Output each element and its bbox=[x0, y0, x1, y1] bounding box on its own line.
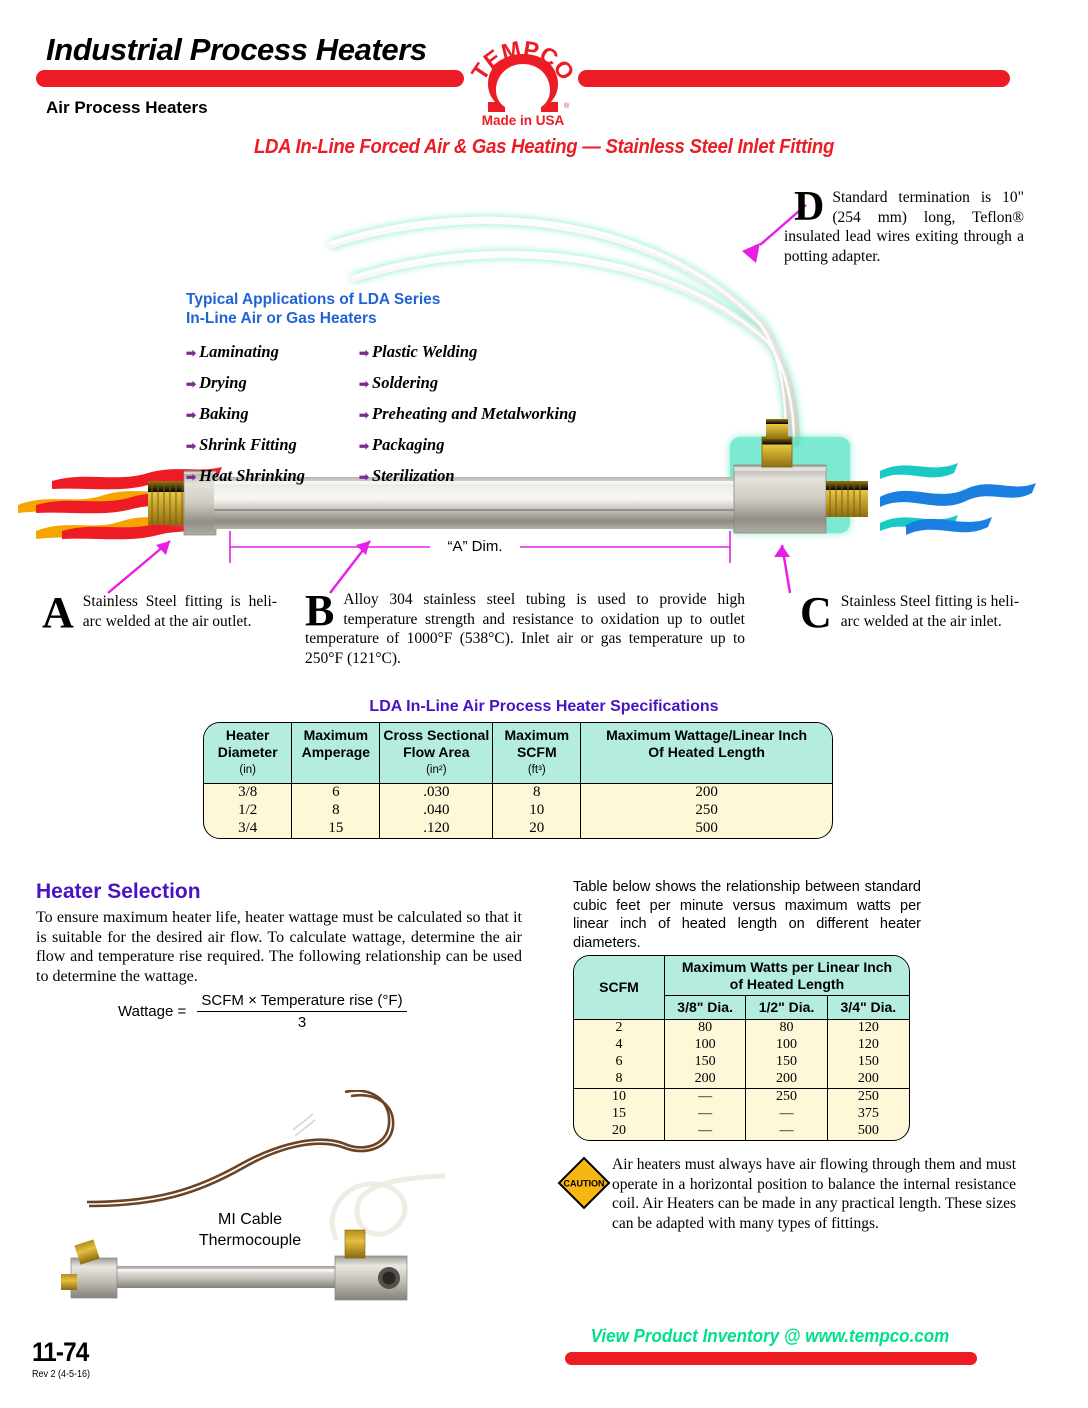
arrow-bullet-icon: ➡ bbox=[186, 438, 195, 453]
watts-table-header-row bbox=[574, 956, 909, 996]
cell-watts-34: 120 bbox=[857, 1020, 879, 1035]
table-row bbox=[574, 1071, 909, 1089]
formula-lhs: Wattage = bbox=[118, 1003, 187, 1020]
application-label: Laminating bbox=[199, 341, 279, 361]
callout-a bbox=[42, 588, 277, 637]
cell-amperage: 8 bbox=[292, 802, 380, 820]
heater-body-tube bbox=[71, 1256, 407, 1300]
list-item bbox=[186, 460, 577, 491]
arrow-bullet-icon: ➡ bbox=[186, 376, 195, 391]
logo-registered-mark: ® bbox=[564, 103, 570, 110]
footer-rule bbox=[565, 1352, 977, 1365]
cell-watts-38: — bbox=[664, 1106, 745, 1123]
cell-watts-12: — bbox=[746, 1123, 827, 1140]
heater-selection-title: Heater Selection bbox=[36, 880, 201, 903]
thermocouple-bare-wire bbox=[293, 1114, 315, 1136]
callout-d-text: Standard termination is 10" (254 mm) long, Teflon® insulated lead wires exiting through a potting adapter. bbox=[784, 189, 1024, 265]
table-row bbox=[574, 1088, 909, 1106]
cell-watts-38: 80 bbox=[664, 1019, 745, 1037]
application-label: Baking bbox=[199, 403, 249, 423]
inventory-link[interactable]: View Product Inventory @ www.tempco.com bbox=[590, 1325, 950, 1346]
cell-scfm: 4 bbox=[574, 1037, 664, 1054]
cell-wattage: 500 bbox=[695, 820, 718, 836]
cell-watts-34: 200 bbox=[857, 1071, 879, 1086]
cell-diameter: 3/4 bbox=[204, 820, 292, 838]
application-label: Preheating and Metalworking bbox=[372, 403, 577, 423]
tempco-logo bbox=[464, 38, 582, 128]
watts-group-header: Maximum Watts per Linear Inch of Heated Length bbox=[664, 956, 909, 996]
list-item bbox=[186, 398, 577, 429]
spec-col-flow-area: Cross Sectional Flow Area (in²) bbox=[380, 723, 493, 783]
cell-watts-12: 100 bbox=[746, 1037, 827, 1054]
cell-scfm: 10 bbox=[493, 802, 581, 820]
page-number: 11-74 bbox=[32, 1337, 89, 1367]
application-label: Shrink Fitting bbox=[199, 434, 297, 454]
cell-wattage: 250 bbox=[695, 802, 718, 818]
application-label: Plastic Welding bbox=[372, 341, 478, 361]
header-rule-left bbox=[36, 70, 464, 87]
spec-col-amperage: Maximum Amperage bbox=[292, 723, 380, 783]
cell-watts-34: 375 bbox=[857, 1106, 879, 1121]
cell-diameter: 3/8 bbox=[204, 783, 292, 802]
thermocouple-label bbox=[160, 1209, 340, 1251]
cell-diameter: 1/2 bbox=[204, 802, 292, 820]
cell-watts-12: — bbox=[746, 1106, 827, 1123]
cell-scfm: 6 bbox=[574, 1054, 664, 1071]
thermocouple-leads bbox=[87, 1091, 393, 1206]
cell-watts-38: 150 bbox=[664, 1054, 745, 1071]
cell-scfm: 20 bbox=[574, 1123, 664, 1140]
caution-text: Air heaters must always have air flowing through them and must operate in a horizontal position to balance the internal resistance coil. Air Heaters can be made in any practical length. These sizes can be adapted with many types of fittings. bbox=[612, 1156, 1016, 1232]
application-label: Soldering bbox=[372, 372, 439, 392]
watts-col-34: 3/4" Dia. bbox=[827, 996, 909, 1020]
applications-heading-1: Typical Applications of LDA Series bbox=[186, 291, 441, 308]
cell-scfm: 8 bbox=[493, 783, 581, 802]
cool-air-waves bbox=[880, 463, 1036, 535]
cell-flow-area: .030 bbox=[380, 783, 493, 802]
cell-watts-12: 250 bbox=[746, 1088, 827, 1106]
logo-brand-text: TEMPCO bbox=[465, 38, 580, 85]
cell-amperage: 15 bbox=[292, 820, 380, 838]
header-rule-right bbox=[578, 70, 1010, 87]
callout-d bbox=[784, 184, 1024, 266]
callout-letter-b: B bbox=[305, 586, 335, 635]
table-row bbox=[204, 783, 832, 802]
watts-table bbox=[574, 956, 909, 1140]
section-title: LDA In-Line Forced Air & Gas Heating — Stainless Steel Inlet Fitting bbox=[253, 136, 835, 158]
cell-watts-12: 80 bbox=[746, 1019, 827, 1037]
callout-c-text: Stainless Steel fitting is heli-arc welded at the air inlet. bbox=[840, 593, 1020, 630]
thermocouple-label-line2: Thermocouple bbox=[198, 1232, 302, 1249]
cell-flow-area: .040 bbox=[380, 802, 493, 820]
list-item bbox=[186, 336, 577, 367]
logo-tagline: Made in USA bbox=[481, 113, 565, 128]
spec-table-header-row bbox=[204, 723, 832, 783]
cell-watts-12: 200 bbox=[746, 1071, 827, 1089]
watts-col-scfm: SCFM bbox=[574, 956, 664, 1019]
cell-scfm: 15 bbox=[574, 1106, 664, 1123]
cell-watts-34: 250 bbox=[827, 1088, 909, 1106]
spec-table-title: LDA In-Line Air Process Heater Specifications bbox=[369, 698, 719, 715]
caution-badge-label: CAUTION bbox=[563, 1178, 605, 1189]
revision-label: Rev 2 (4-5-16) bbox=[32, 1369, 91, 1380]
application-label: Sterilization bbox=[372, 465, 455, 485]
cell-wattage: 200 bbox=[695, 784, 718, 800]
watts-table-intro: Table below shows the relationship between standard cubic feet per minute versus maximum watts per linear inch of heated length on different heater diameters. bbox=[573, 879, 921, 951]
application-label: Packaging bbox=[372, 434, 445, 454]
applications-list bbox=[186, 336, 577, 491]
spec-table bbox=[204, 723, 832, 838]
formula-denominator: 3 bbox=[297, 1014, 307, 1031]
dimension-label: “A” Dim. bbox=[430, 538, 520, 555]
table-row bbox=[204, 802, 832, 820]
arrow-bullet-icon: ➡ bbox=[358, 438, 368, 453]
callout-b bbox=[305, 586, 745, 668]
svg-text:TEMPCO bbox=[466, 38, 580, 85]
spec-col-wattage: Maximum Wattage/Linear Inch Of Heated Length bbox=[581, 723, 832, 783]
callout-letter-c: C bbox=[800, 588, 832, 637]
page-title: Industrial Process Heaters bbox=[46, 32, 427, 67]
table-row bbox=[574, 1123, 909, 1140]
cell-watts-38: 200 bbox=[664, 1071, 745, 1089]
spec-table-wrap bbox=[203, 722, 833, 839]
cell-watts-38: — bbox=[664, 1123, 745, 1140]
callout-letter-d: D bbox=[794, 184, 825, 230]
cell-watts-34: 500 bbox=[857, 1123, 879, 1138]
arrow-bullet-icon: ➡ bbox=[358, 469, 368, 484]
callout-b-text: Alloy 304 stainless steel tubing is used to provide high temperature strength and resistance to oxidation up to outlet temperature of 1000°F (538°C). Inlet air or gas temperature up to 250°F (121°C). bbox=[305, 591, 745, 667]
wattage-formula bbox=[118, 992, 407, 1031]
cell-watts-38: — bbox=[664, 1088, 745, 1106]
cell-flow-area: .120 bbox=[380, 820, 493, 838]
cell-watts-34: 120 bbox=[857, 1037, 879, 1052]
table-row bbox=[574, 1106, 909, 1123]
arrow-bullet-icon: ➡ bbox=[186, 469, 195, 484]
table-row bbox=[574, 1037, 909, 1054]
table-row bbox=[574, 1054, 909, 1071]
cell-scfm: 2 bbox=[574, 1019, 664, 1037]
cell-watts-38: 100 bbox=[664, 1037, 745, 1054]
header-subtitle: Air Process Heaters bbox=[46, 98, 208, 117]
arrow-bullet-icon: ➡ bbox=[358, 407, 368, 422]
table-row bbox=[574, 1019, 909, 1037]
watts-col-12: 1/2" Dia. bbox=[746, 996, 827, 1020]
list-item bbox=[186, 429, 577, 460]
applications-heading-2: In-Line Air or Gas Heaters bbox=[186, 310, 377, 327]
arrow-bullet-icon: ➡ bbox=[358, 345, 368, 360]
arrow-bullet-icon: ➡ bbox=[186, 407, 195, 422]
spec-col-scfm: Maximum SCFM (ft³) bbox=[493, 723, 581, 783]
applications-block bbox=[186, 290, 577, 491]
formula-numerator: SCFM × Temperature rise (°F) bbox=[197, 992, 406, 1012]
watts-table-wrap bbox=[573, 955, 910, 1141]
cell-watts-34: 150 bbox=[857, 1054, 879, 1069]
arrow-bullet-icon: ➡ bbox=[358, 376, 368, 391]
cell-scfm: 8 bbox=[574, 1071, 664, 1089]
cell-scfm: 20 bbox=[493, 820, 581, 838]
table-row bbox=[204, 820, 832, 838]
caution-badge bbox=[556, 1155, 612, 1211]
cell-amperage: 6 bbox=[292, 783, 380, 802]
list-item bbox=[186, 367, 577, 398]
arrow-bullet-icon: ➡ bbox=[186, 345, 195, 360]
cell-scfm: 10 bbox=[574, 1088, 664, 1106]
spec-col-diameter: Heater Diameter (in) bbox=[204, 723, 292, 783]
heater-selection-body: To ensure maximum heater life, heater wattage must be calculated so that it is suitable for the desired air flow. To calculate wattage, determine the air flow and temperature rise required. The following relationship can be used to determine the wattage. bbox=[36, 909, 522, 985]
thermocouple-label-line1: MI Cable bbox=[217, 1211, 283, 1228]
callout-letter-a: A bbox=[42, 588, 74, 637]
cell-watts-12: 150 bbox=[746, 1054, 827, 1071]
callout-a-text: Stainless Steel fitting is heli-arc welded at the air outlet. bbox=[82, 593, 277, 630]
application-label: Heat Shrinking bbox=[199, 465, 305, 485]
thermocouple-photo bbox=[45, 1090, 445, 1305]
callout-c bbox=[800, 588, 1030, 637]
application-label: Drying bbox=[199, 372, 247, 392]
watts-col-38: 3/8" Dia. bbox=[664, 996, 745, 1020]
